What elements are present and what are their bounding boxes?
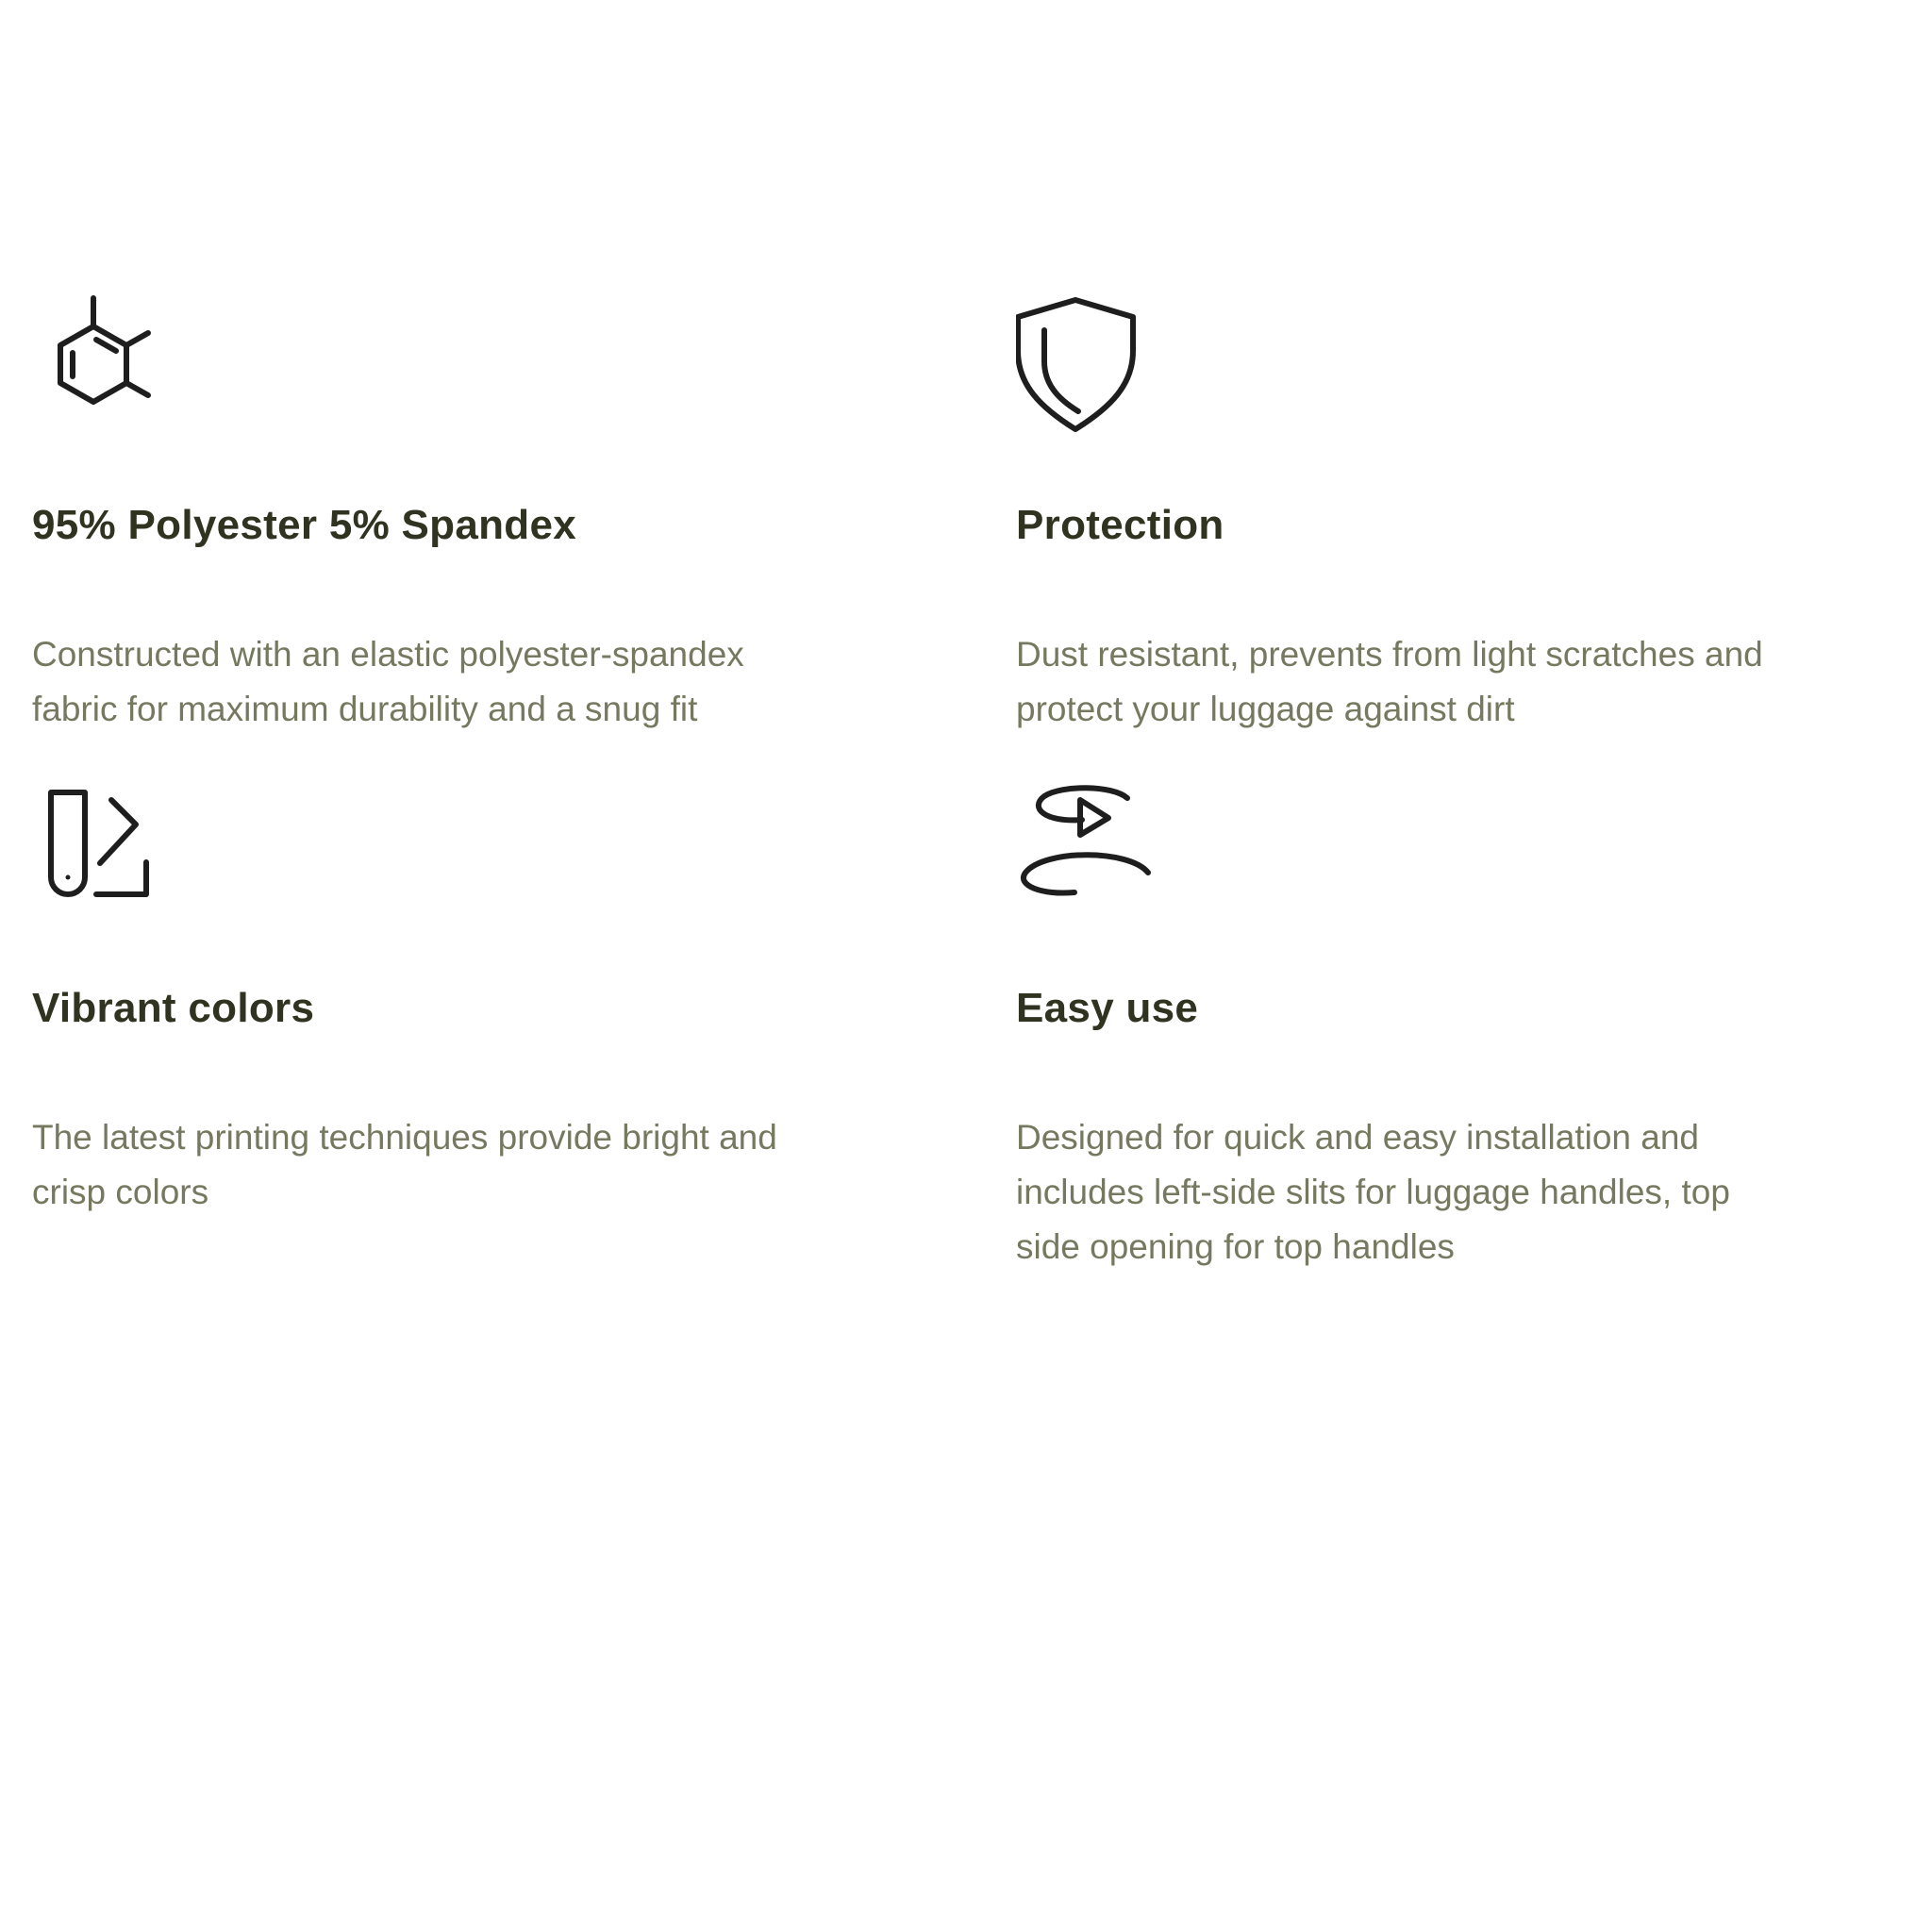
feature-title: 95% Polyester 5% Spandex — [32, 502, 577, 548]
feature-title: Vibrant colors — [32, 985, 315, 1031]
feature-item-colors — [32, 775, 1016, 1258]
description-line: Designed for quick and easy installation and — [1016, 1118, 1700, 1157]
feature-item-protection — [1016, 292, 1903, 775]
feature-description — [1016, 1110, 1922, 1274]
description-line: includes left-side slits for luggage handles, top — [1016, 1173, 1730, 1211]
feature-title: Protection — [1016, 502, 1224, 548]
description-line: The latest printing techniques provide bright and — [32, 1118, 777, 1157]
feature-description — [32, 627, 938, 737]
color-swatch-icon — [32, 775, 174, 917]
description-line: Dust resistant, prevents from light scratches and — [1016, 635, 1763, 674]
description-line: fabric for maximum durability and a snug fit — [32, 690, 698, 728]
description-line: side opening for top handles — [1016, 1227, 1455, 1266]
feature-item-easy-use — [1016, 775, 1903, 1266]
shield-icon — [1016, 292, 1158, 434]
feature-title: Easy use — [1016, 985, 1199, 1031]
feature-description — [1016, 627, 1922, 737]
rotate-arrow-icon — [1016, 775, 1158, 917]
description-line: Constructed with an elastic polyester-spandex — [32, 635, 744, 674]
feature-item-material — [32, 292, 1016, 775]
features-grid — [32, 292, 1909, 1266]
feature-description — [32, 1110, 938, 1220]
molecule-icon — [32, 292, 174, 434]
description-line: protect your luggage against dirt — [1016, 690, 1515, 728]
description-line: crisp colors — [32, 1173, 209, 1211]
